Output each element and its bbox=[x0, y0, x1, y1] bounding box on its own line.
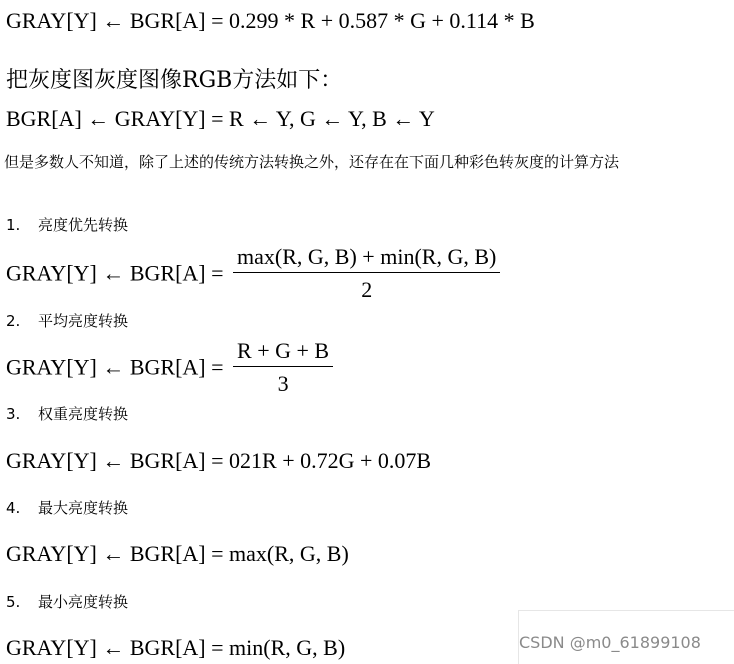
formula-brightness-first bbox=[6, 246, 500, 301]
list-item-number: 5. bbox=[6, 593, 21, 611]
list-item-number: 3. bbox=[6, 405, 21, 423]
formula-lhs: GRAY[Y] ← BGR[A] = bbox=[6, 448, 224, 473]
list-item-3 bbox=[6, 407, 128, 422]
list-item-label: 权重亮度转换 bbox=[38, 405, 129, 423]
section-heading: 把灰度图灰度图像RGB方法如下： bbox=[6, 68, 343, 93]
formula-rhs: min(R, G, B) bbox=[229, 635, 346, 660]
formula-lhs: GRAY[Y] ← BGR[A] = bbox=[6, 260, 224, 286]
formula-lhs-reverse: BGR[A] ← GRAY[Y] = bbox=[6, 106, 224, 131]
formula-average-brightness bbox=[6, 340, 333, 395]
fraction-numerator: R + G + B bbox=[233, 340, 333, 367]
fraction bbox=[233, 340, 333, 395]
list-item-label: 最小亮度转换 bbox=[38, 593, 129, 611]
list-item-4 bbox=[6, 501, 128, 516]
list-item-number: 4. bbox=[6, 499, 21, 517]
intro-note: 但是多数人不知道，除了上述的传统方法转换之外，还存在在下面几种彩色转灰度的计算方法 bbox=[4, 153, 620, 171]
list-item-label: 最大亮度转换 bbox=[38, 499, 129, 517]
formula-lhs: GRAY[Y] ← BGR[A] = bbox=[6, 541, 224, 566]
watermark-text: CSDN @m0_61899108 bbox=[519, 633, 701, 652]
watermark bbox=[518, 610, 734, 664]
formula-rhs: R ← Y, G ← Y, B ← Y bbox=[229, 106, 435, 131]
list-item-2 bbox=[6, 314, 128, 329]
fraction-denominator: 2 bbox=[361, 277, 373, 302]
formula-rhs: 0.299 * R + 0.587 * G + 0.114 * B bbox=[229, 8, 535, 33]
list-item-label: 平均亮度转换 bbox=[38, 312, 129, 330]
list-item-label: 亮度优先转换 bbox=[38, 216, 129, 234]
fraction bbox=[233, 246, 500, 301]
fraction-numerator: max(R, G, B) + min(R, G, B) bbox=[233, 246, 500, 273]
formula-max-brightness bbox=[6, 543, 349, 565]
formula-lhs: GRAY[Y] ← BGR[A] = bbox=[6, 635, 224, 660]
list-item-1 bbox=[6, 218, 128, 233]
list-item-5 bbox=[6, 595, 128, 610]
formula-gray-to-bgr bbox=[6, 108, 435, 130]
formula-lhs: GRAY[Y] ← BGR[A] = bbox=[6, 354, 224, 380]
formula-gray-conversion bbox=[6, 10, 535, 32]
list-item-number: 2. bbox=[6, 312, 21, 330]
formula-weighted-brightness bbox=[6, 450, 431, 472]
formula-rhs: max(R, G, B) bbox=[229, 541, 349, 566]
formula-min-brightness bbox=[6, 637, 345, 659]
fraction-denominator: 3 bbox=[277, 371, 289, 396]
formula-rhs: 021R + 0.72G + 0.07B bbox=[229, 448, 432, 473]
list-item-number: 1. bbox=[6, 216, 21, 234]
formula-lhs: GRAY[Y] ← BGR[A] = bbox=[6, 8, 224, 33]
